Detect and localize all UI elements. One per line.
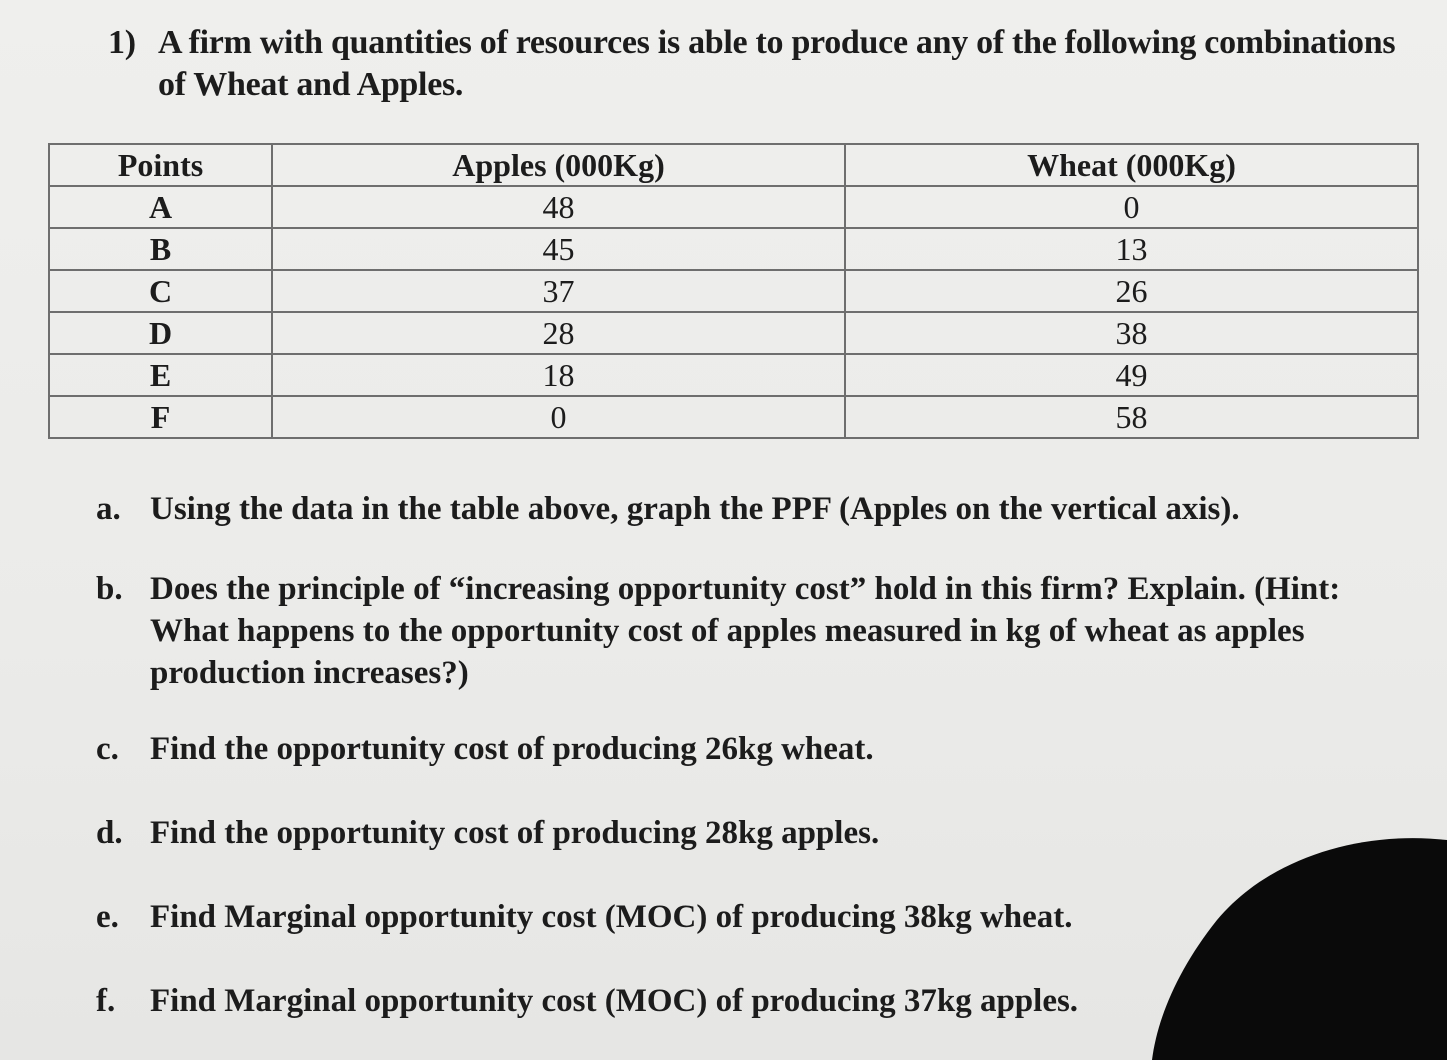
part-c-text: Find the opportunity cost of producing 26kg wheat. [150, 731, 874, 767]
point-cell: A [49, 186, 272, 228]
part-c-label: c. [96, 731, 119, 767]
finger-shadow [1127, 830, 1447, 1060]
part-e-text: Find Marginal opportunity cost (MOC) of producing 38kg wheat. [150, 899, 1073, 935]
table-row [49, 312, 1418, 354]
wheat-cell: 0 [845, 186, 1418, 228]
question-heading [108, 22, 1398, 106]
production-possibilities-table [48, 143, 1419, 439]
part-e-label: e. [96, 899, 119, 935]
wheat-cell: 58 [845, 396, 1418, 438]
part-d-text: Find the opportunity cost of producing 28kg apples. [150, 815, 880, 851]
apples-cell: 48 [272, 186, 845, 228]
table-row [49, 186, 1418, 228]
apples-cell: 37 [272, 270, 845, 312]
wheat-cell: 49 [845, 354, 1418, 396]
header-points: Points [49, 144, 272, 186]
table-row [49, 396, 1418, 438]
part-e [96, 896, 1356, 938]
question-number: 1) [108, 24, 136, 61]
wheat-cell: 13 [845, 228, 1418, 270]
table-row [49, 354, 1418, 396]
part-d [96, 812, 1356, 854]
apples-cell: 45 [272, 228, 845, 270]
question-text-line1: A firm with quantities of resources is able to produce any of the following combinations [158, 24, 1396, 61]
part-a-label: a. [96, 491, 121, 527]
point-cell: F [49, 396, 272, 438]
part-f [96, 980, 1356, 1022]
table-row [49, 270, 1418, 312]
part-c [96, 728, 1356, 770]
wheat-cell: 38 [845, 312, 1418, 354]
part-d-label: d. [96, 815, 123, 851]
point-cell: E [49, 354, 272, 396]
apples-cell: 0 [272, 396, 845, 438]
table-row [49, 228, 1418, 270]
point-cell: C [49, 270, 272, 312]
part-a [96, 488, 1356, 530]
header-wheat: Wheat (000Kg) [845, 144, 1418, 186]
header-apples: Apples (000Kg) [272, 144, 845, 186]
table-header-row [49, 144, 1418, 186]
apples-cell: 28 [272, 312, 845, 354]
wheat-cell: 26 [845, 270, 1418, 312]
part-b-text: Does the principle of “increasing opportunity cost” hold in this firm? Explain. (Hint: What happens to the opportunity cost of apples measured in kg of wheat as apples production increases?) [150, 571, 1341, 691]
part-b [96, 568, 1356, 694]
part-b-label: b. [96, 571, 123, 607]
point-cell: D [49, 312, 272, 354]
question-text-line2: of Wheat and Apples. [158, 66, 464, 103]
point-cell: B [49, 228, 272, 270]
part-f-label: f. [96, 983, 116, 1019]
apples-cell: 18 [272, 354, 845, 396]
part-f-text: Find Marginal opportunity cost (MOC) of producing 37kg apples. [150, 983, 1079, 1019]
part-a-text: Using the data in the table above, graph the PPF (Apples on the vertical axis). [150, 491, 1240, 527]
